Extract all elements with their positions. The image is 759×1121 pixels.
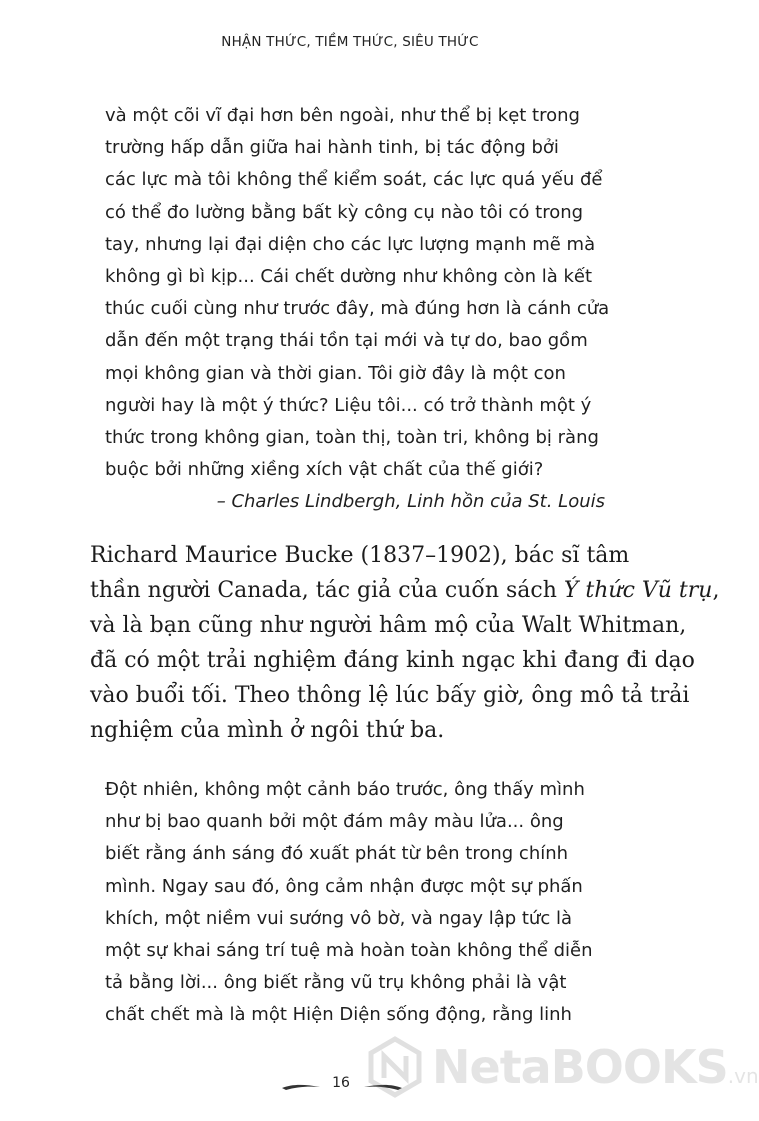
quote-line: khích, một niềm vui sướng vô bờ, và ngay lập tức là: [105, 907, 572, 929]
watermark-brand: NetaBOOKS: [432, 1040, 728, 1094]
body-line: đã có một trải nghiệm đáng kinh ngạc khi đang đi dạo: [90, 648, 695, 673]
body-line: nghiệm của mình ở ngôi thứ ba.: [90, 718, 445, 743]
epigraph-line: thức trong không gian, toàn thị, toàn tri, không bị ràng: [105, 427, 599, 449]
left-ornament-icon: [280, 1077, 322, 1093]
body-line: vào buổi tối. Theo thông lệ lúc bấy giờ, ông mô tả trải: [90, 683, 690, 708]
body-line: [90, 573, 720, 608]
epigraph-line: tay, nhưng lại đại diện cho các lực lượng mạnh mẽ mà: [105, 233, 596, 255]
body-line: Richard Maurice Bucke (1837–1902), bác sĩ tâm: [90, 543, 630, 568]
epigraph-line: các lực mà tôi không thể kiểm soát, các lực quá yếu để: [105, 169, 603, 191]
epigraph-line: dẫn đến một trạng thái tồn tại mới và tự do, bao gồm: [105, 330, 588, 352]
book-title: Ý thức Vũ trụ: [563, 578, 713, 603]
quote-line: biết rằng ánh sáng đó xuất phát từ bên trong chính: [105, 843, 569, 865]
epigraph-line: buộc bởi những xiềng xích vật chất của thế giới?: [105, 459, 544, 481]
quote-line: như bị bao quanh bởi một đám mây màu lửa... ông: [105, 811, 564, 833]
body-paragraph: [90, 538, 720, 748]
epigraph-line: có thể đo lường bằng bất kỳ công cụ nào tôi có trong: [105, 201, 584, 223]
quote-line: Đột nhiên, không một cảnh báo trước, ông thấy mình: [105, 779, 585, 800]
epigraph-line: và một cõi vĩ đại hơn bên ngoài, như thể bị kẹt trong: [105, 105, 580, 126]
epigraph-line: mọi không gian và thời gian. Tôi giờ đây là một con: [105, 362, 566, 384]
running-header: NHẬN THỨC, TIỀM THỨC, SIÊU THỨC: [221, 34, 479, 50]
watermark-text: [432, 1040, 759, 1094]
body-text-segment: thần người Canada, tác giả của cuốn sách: [90, 578, 564, 603]
epigraph-attribution: – Charles Lindbergh, Linh hồn của St. Louis: [216, 491, 605, 513]
quote-line: mình. Ngay sau đó, ông cảm nhận được một sự phấn: [105, 875, 583, 897]
quote-line: một sự khai sáng trí tuệ mà hoàn toàn không thể diễn: [105, 940, 593, 962]
netabooks-watermark: [360, 1034, 759, 1104]
block-quote: [105, 774, 605, 1032]
epigraph-quote: [105, 100, 610, 519]
watermark-suffix: .vn: [727, 1064, 759, 1088]
epigraph-line: trường hấp dẫn giữa hai hành tinh, bị tác động bởi: [105, 137, 559, 159]
quote-line: tả bằng lời... ông biết rằng vũ trụ không phải là vật: [105, 972, 567, 994]
epigraph-line: không gì bì kịp... Cái chết dường như không còn là kết: [105, 266, 593, 288]
page-number: 16: [332, 1075, 350, 1091]
body-line: và là bạn cũng như người hâm mộ của Walt Whitman,: [90, 613, 687, 638]
epigraph-line: thúc cuối cùng như trước đây, mà đúng hơn là cánh cửa: [105, 298, 610, 320]
epigraph-line: người hay là một ý thức? Liệu tôi... có trở thành một ý: [105, 394, 592, 416]
netabooks-logo-icon: [364, 1036, 426, 1098]
body-text-segment: ,: [712, 578, 720, 603]
quote-line: chất chết mà là một Hiện Diện sống động, rằng linh: [105, 1004, 572, 1026]
